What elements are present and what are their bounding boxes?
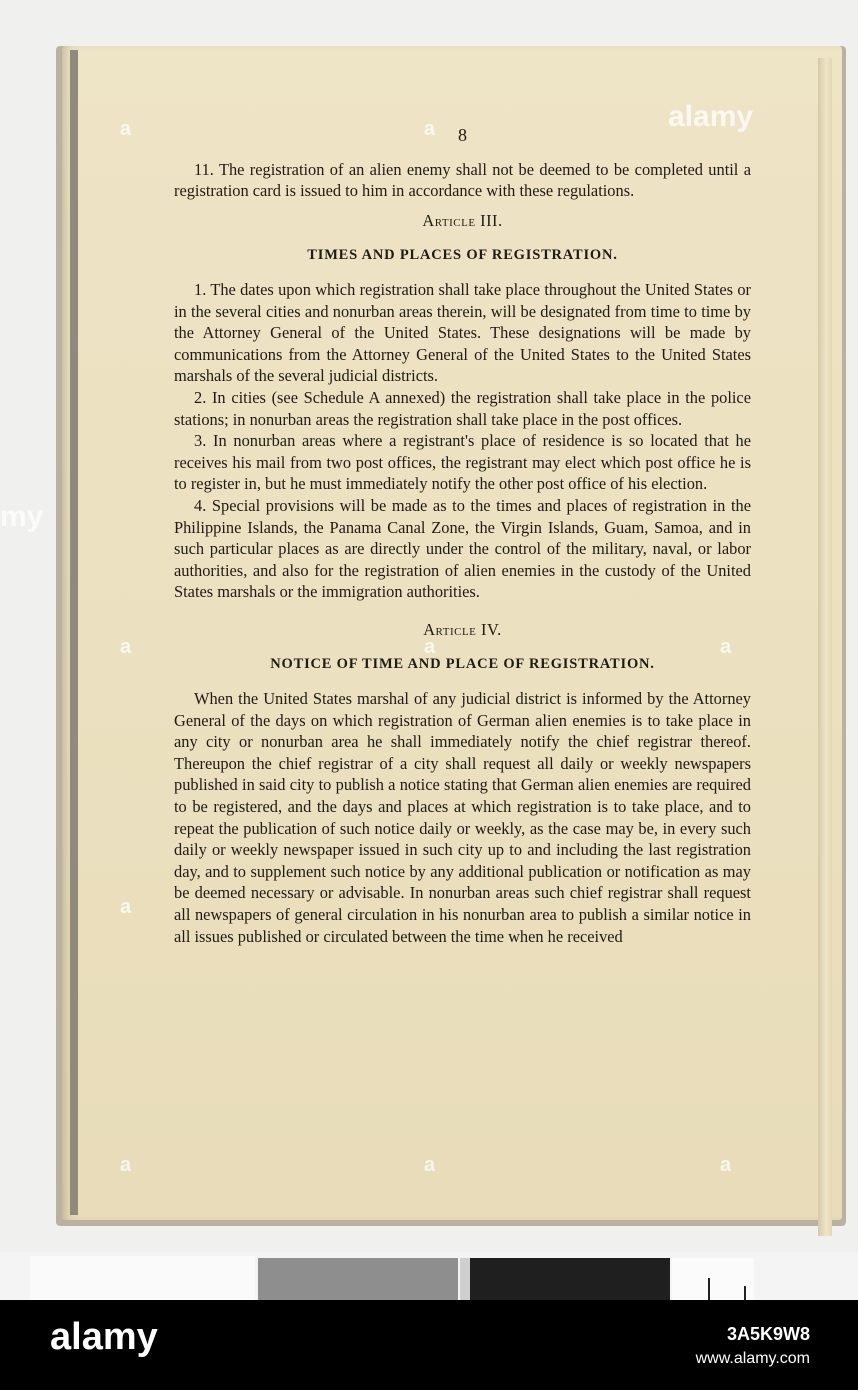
- watermark-mark: a: [120, 636, 132, 658]
- ruler-tick: [708, 1278, 710, 1300]
- watermark-mark: a: [720, 636, 732, 658]
- watermark-mark: a: [120, 896, 132, 918]
- footer-url: www.alamy.com: [695, 1350, 810, 1367]
- article-iii-paragraph-1: 1. The dates upon which registration shall take place throughout the United States or in the several cities and nonurban areas therein, will be designated from time to time by the Attorney General of the United States. These designations will be made by communications from the Attorney General of the United States to the United States marshals of the several judicial districts.: [174, 279, 751, 386]
- image-id: 3A5K9W8: [726, 1324, 810, 1344]
- watermark-mark: a: [424, 636, 436, 658]
- spacer: [174, 603, 751, 619]
- article-iii-heading: TIMES AND PLACES OF REGISTRATION.: [307, 247, 618, 264]
- footer-logo: alamy: [50, 1316, 158, 1358]
- watermark-mark: a: [120, 1154, 132, 1176]
- watermark-mark: a: [120, 118, 132, 140]
- article-iii-label: Article III.: [422, 210, 503, 230]
- article-iv-paragraph: When the United States marshal of any judicial district is informed by the Attorney General of the days on which registration of German alien enemies is to take place in any city or nonurban area he shall immediately notify the chief registrar thereof. Thereupon the chief registrar of a city shall request all daily or weekly newspapers published in said city to publish a notice stating that German alien enemies are required to be registered, and the days and places at which registration is to take place, and to repeat the publication of such notice daily or weekly, as the case may be, in every such daily or weekly newspaper issued in such city up to and including the last registration day, and to supplement such notice by any additional publication or notification as may be deemed necessary or advisable. In nonurban areas such chief registrar shall request all newspapers of general circulation in his nonurban area to publish a similar notice in all issues published or circulated between the time when he received: [174, 689, 751, 946]
- article-iii-paragraph-4: 4. Special provisions will be made as to the times and places of registration in the Philippine Islands, the Panama Canal Zone, the Virgin Islands, Guam, Samoa, and in such particular places as are directly under the control of the military, naval, or labor authorities, and also for the registration of alien enemies in the custody of the United States marshals or the immigration authorities.: [174, 495, 751, 602]
- calibration-patch-grey: [258, 1258, 458, 1300]
- article-iii-paragraph-2: 2. In cities (see Schedule A annexed) the registration shall take place in the police stations; in nonurban areas the registration shall take place in the post offices.: [174, 387, 751, 429]
- page-text: [174, 125, 751, 947]
- page-gutter: [818, 58, 832, 1236]
- ruler-tick: [744, 1286, 746, 1300]
- ruler: [672, 1258, 754, 1300]
- calibration-patch-light-grey: [460, 1258, 470, 1300]
- article-iv-heading: NOTICE OF TIME AND PLACE OF REGISTRATION.: [270, 656, 655, 673]
- article-iii-paragraph-3: 3. In nonurban areas where a registrant's place of residence is so located that he receives his mail from two post offices, the registrant may elect which post office he is to register in, but he must immediately notify the other post office of his election.: [174, 431, 751, 494]
- spacer: [174, 202, 751, 210]
- watermark-mark: a: [720, 1154, 732, 1176]
- watermark-mark: a: [424, 1154, 436, 1176]
- watermark-edge-text: my: [0, 500, 44, 533]
- watermark-logo: alamy: [668, 100, 754, 133]
- watermark-mark: a: [424, 118, 436, 140]
- article-iv-label: Article IV.: [423, 619, 502, 639]
- paragraph-11: 11. The registration of an alien enemy shall not be deemed to be completed until a registration card is issued to him in accordance with these regulations.: [174, 159, 751, 201]
- page-number: 8: [458, 125, 467, 145]
- calibration-patch-white: [30, 1256, 255, 1300]
- calibration-patch-black: [470, 1258, 670, 1300]
- binding-spine: [70, 50, 78, 1215]
